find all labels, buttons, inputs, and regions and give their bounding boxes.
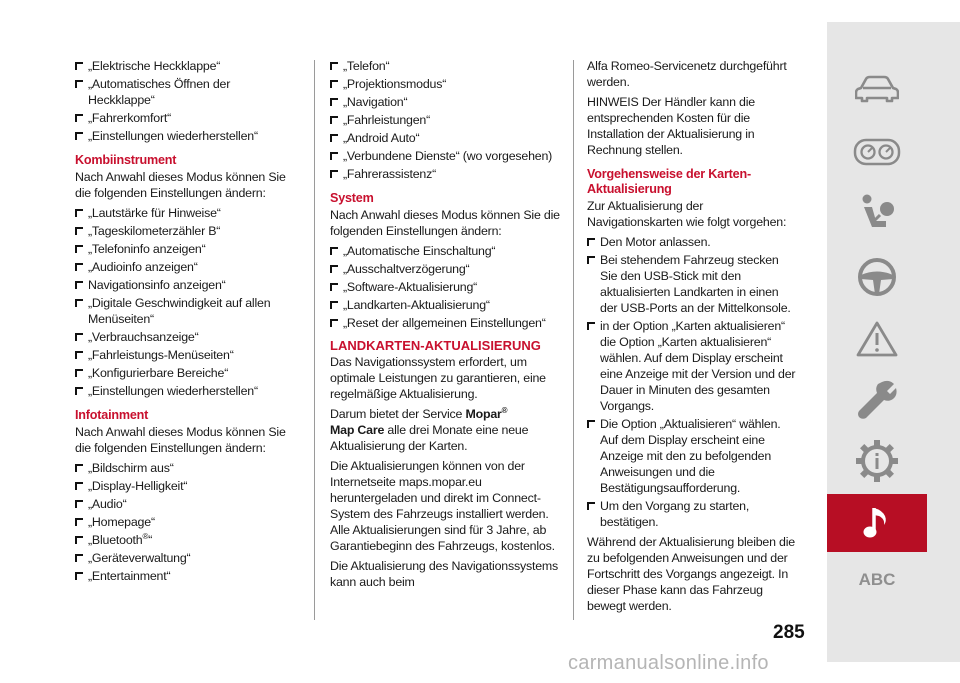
list-item-text: „Reset der allgemeinen Einstellungen“ <box>343 316 546 330</box>
heading-kombiinstrument: Kombiinstrument <box>75 153 177 167</box>
info-description: Nach Anwahl dieses Modus können Sie die folgenden Einstellungen ändern: <box>75 425 286 455</box>
warning-triangle-icon[interactable] <box>827 312 927 366</box>
page-number: 285 <box>773 622 805 643</box>
list-item-text: „Ausschaltverzögerung“ <box>343 262 470 276</box>
hinweis-text: HINWEIS Der Händler kann die entsprechenden Kosten für die Installation der Aktualisierung in Rechnung stellen. <box>587 95 755 157</box>
abc-index-label[interactable]: ABC <box>858 570 896 589</box>
list-item <box>75 568 297 584</box>
list-group-info-more <box>330 58 562 182</box>
heading-map-update: LANDKARTEN-AKTUALISIERUNG <box>330 338 541 353</box>
column-divider <box>314 60 315 620</box>
settings-gear-icon[interactable] <box>827 434 927 488</box>
checkbox-bullet-icon <box>330 134 338 142</box>
checkbox-bullet-icon <box>75 263 83 271</box>
list-item-text: „Automatische Einschaltung“ <box>343 244 496 258</box>
list-group-procedure <box>587 234 797 530</box>
checkbox-bullet-icon <box>75 281 83 289</box>
list-item-bluetooth <box>75 532 297 548</box>
checkbox-bullet-icon <box>75 245 83 253</box>
list-item-text: „Verbrauchsanzeige“ <box>88 330 199 344</box>
list-item <box>75 223 297 239</box>
bluetooth-pre: „Bluetooth <box>88 533 143 547</box>
list-item <box>330 261 562 277</box>
list-item <box>75 460 297 476</box>
list-item-text: „Fahrerassistenz“ <box>343 167 436 181</box>
checkbox-bullet-icon <box>75 299 83 307</box>
checkbox-bullet-icon <box>75 482 83 490</box>
heading-infotainment: Infotainment <box>75 408 149 422</box>
checkbox-bullet-icon <box>75 114 83 122</box>
procedure-intro: Zur Aktualisierung der Navigationskarten wie folgt vorgehen: <box>587 199 787 229</box>
checkbox-bullet-icon <box>587 256 595 264</box>
mopar-brand: Mopar <box>465 407 502 421</box>
list-item-text: „Display-Helligkeit“ <box>88 479 188 493</box>
list-item-text: „Tageskilometerzähler B“ <box>88 224 221 238</box>
procedure-outro: Während der Aktualisierung bleiben die zu befolgenden Anweisungen und der Fortschritt des Vorgangs angezeigt. In dieser Phase kann das Fahrzeug bewegt werden. <box>587 535 795 613</box>
list-item <box>75 110 297 126</box>
checkbox-bullet-icon <box>587 420 595 428</box>
checkbox-bullet-icon <box>75 132 83 140</box>
checkbox-bullet-icon <box>75 536 83 544</box>
list-item-text: „Fahrleistungen“ <box>343 113 431 127</box>
list-item <box>330 166 562 182</box>
list-item <box>75 128 297 144</box>
checkbox-bullet-icon <box>75 333 83 341</box>
car-icon[interactable] <box>827 62 927 116</box>
list-item-text: „Software-Aktualisierung“ <box>343 280 478 294</box>
registered-mark: ® <box>142 531 149 541</box>
list-item-text: „Entertainment“ <box>88 569 171 583</box>
checkbox-bullet-icon <box>75 500 83 508</box>
list-item <box>330 279 562 295</box>
list-item <box>330 58 562 74</box>
list-item-text: „Projektionsmodus“ <box>343 77 447 91</box>
list-item-text: „Bildschirm aus“ <box>88 461 174 475</box>
checkbox-bullet-icon <box>330 301 338 309</box>
map-care-brand: Map Care <box>330 423 385 437</box>
checkbox-bullet-icon <box>75 227 83 235</box>
map-update-text-4: Die Aktualisierung des Navigationssystems kann auch beim <box>330 559 559 589</box>
service-text: Alfa Romeo-Servicenetz durchgeführt werden. <box>587 59 787 89</box>
checkbox-bullet-icon <box>330 247 338 255</box>
heading-system: System <box>330 191 374 205</box>
dashboard-gauges-icon[interactable] <box>827 125 927 179</box>
list-item <box>330 130 562 146</box>
list-item <box>75 496 297 512</box>
list-item-text: Um den Vorgang zu starten, bestätigen. <box>600 499 750 529</box>
checkbox-bullet-icon <box>75 387 83 395</box>
list-item-text: Die Option „Aktualisieren“ wählen. Auf dem Display erscheint eine Anzeige mit den zu befolgenden Anweisungen und die Bestätigungsaufforderung. <box>600 417 781 495</box>
list-item <box>75 259 297 275</box>
list-item <box>75 383 297 399</box>
list-group-kombi <box>75 205 297 399</box>
checkbox-bullet-icon <box>330 170 338 178</box>
list-item-text: „Elektrische Heckklappe“ <box>88 59 221 73</box>
wrench-icon[interactable] <box>827 372 927 426</box>
list-item-text: „Einstellungen wiederherstellen“ <box>88 384 258 398</box>
list-item <box>587 318 797 414</box>
checkbox-bullet-icon <box>75 351 83 359</box>
list-item-text: in der Option „Karten aktualisieren“ die Option „Karten aktualisieren“ wählen. Auf dem Display erscheint eine Anzeige mit der Version und der Dauer in Minuten des gesamten Vorgangs. <box>600 319 796 413</box>
checkbox-bullet-icon <box>330 80 338 88</box>
heading-procedure: Vorgehensweise der Karten-Aktualisierung <box>587 167 751 196</box>
list-item-text: „Telefon“ <box>343 59 390 73</box>
checkbox-bullet-icon <box>75 209 83 217</box>
watermark: carmanualsonline.info <box>568 652 769 674</box>
checkbox-bullet-icon <box>75 464 83 472</box>
steering-wheel-icon[interactable] <box>827 250 927 304</box>
list-item-text: Navigationsinfo anzeigen“ <box>88 278 226 292</box>
airbag-seat-icon[interactable] <box>827 187 927 241</box>
system-description: Nach Anwahl dieses Modus können Sie die folgenden Einstellungen ändern: <box>330 208 560 238</box>
list-item <box>330 243 562 259</box>
checkbox-bullet-icon <box>75 369 83 377</box>
list-item <box>75 277 297 293</box>
checkbox-bullet-icon <box>330 319 338 327</box>
map-care-pre: Darum bietet der Service <box>330 407 466 421</box>
map-update-text-2 <box>330 406 562 454</box>
list-item-text: „Verbundene Dienste“ (wo vorgesehen) <box>343 149 553 163</box>
list-item-text: „Navigation“ <box>343 95 408 109</box>
list-item-text: „Landkarten-Aktualisierung“ <box>343 298 490 312</box>
list-item <box>75 241 297 257</box>
list-item-text: „Fahrleistungs-Menüseiten“ <box>88 348 234 362</box>
list-group-info-end <box>75 550 297 584</box>
column-2 <box>330 58 562 594</box>
checkbox-bullet-icon <box>330 265 338 273</box>
registered-mark: ® <box>501 405 508 415</box>
list-item <box>587 416 797 496</box>
list-item-text: Den Motor anlassen. <box>600 235 711 249</box>
list-group-info-start <box>75 460 297 530</box>
list-item-text: „Audio“ <box>88 497 127 511</box>
list-item-text: „Geräteverwaltung“ <box>88 551 191 565</box>
list-item <box>75 329 297 345</box>
checkbox-bullet-icon <box>330 152 338 160</box>
checkbox-bullet-icon <box>587 502 595 510</box>
list-item <box>75 58 297 74</box>
checkbox-bullet-icon <box>75 80 83 88</box>
column-3 <box>587 58 797 618</box>
checkbox-bullet-icon <box>75 572 83 580</box>
column-divider <box>573 60 574 620</box>
map-update-text-1: Das Navigationssystem erfordert, um optimale Leistungen zu garantieren, eine regelmäßige Aktualisierung. <box>330 355 546 401</box>
music-note-icon[interactable] <box>827 496 927 550</box>
list-item <box>75 550 297 566</box>
list-item-text: „Telefoninfo anzeigen“ <box>88 242 206 256</box>
list-item <box>75 347 297 363</box>
list-item-text: „Einstellungen wiederherstellen“ <box>88 129 258 143</box>
list-item-text: „Android Auto“ <box>343 131 420 145</box>
list-item-text: „Homepage“ <box>88 515 155 529</box>
kombi-description: Nach Anwahl dieses Modus können Sie die folgenden Einstellungen ändern: <box>75 170 286 200</box>
list-item <box>330 94 562 110</box>
bluetooth-post: “ <box>148 533 153 547</box>
list-item-text: „Audioinfo anzeigen“ <box>88 260 198 274</box>
list-item <box>330 315 562 331</box>
list-item <box>75 365 297 381</box>
list-item <box>330 148 562 164</box>
checkbox-bullet-icon <box>75 518 83 526</box>
list-item <box>330 76 562 92</box>
list-item-text: Bei stehendem Fahrzeug stecken Sie den USB-Stick mit den aktualisierten Landkarten in einen der USB-Ports an der Mittelkonsole. <box>600 253 791 315</box>
checkbox-bullet-icon <box>587 238 595 246</box>
checkbox-bullet-icon <box>330 62 338 70</box>
list-item-text: „Digitale Geschwindigkeit auf allen Menüseiten“ <box>88 296 271 326</box>
checkbox-bullet-icon <box>330 98 338 106</box>
checkbox-bullet-icon <box>75 554 83 562</box>
map-update-text-3: Die Aktualisierungen können von der Internetseite maps.mopar.eu heruntergeladen und direkt im Connect-System des Fahrzeugs installiert werden. Alle Aktualisierungen sind für 3 Jahre, ab Garantiebeginn des Fahrzeugs, kostenlos. <box>330 459 555 553</box>
checkbox-bullet-icon <box>587 322 595 330</box>
list-item-text: „Lautstärke für Hinweise“ <box>88 206 221 220</box>
list-item-text: „Automatisches Öffnen der Heckklappe“ <box>88 77 231 107</box>
list-item <box>75 205 297 221</box>
list-item <box>587 498 797 530</box>
list-item <box>75 478 297 494</box>
column-1 <box>75 58 297 586</box>
list-item <box>587 234 797 250</box>
checkbox-bullet-icon <box>330 283 338 291</box>
list-item <box>75 76 297 108</box>
list-group-rear-hatch <box>75 58 297 144</box>
list-item-text: „Konfigurierbare Bereiche“ <box>88 366 229 380</box>
map-care-post: alle drei Monate eine neue Aktualisierung der Karten. <box>330 423 529 453</box>
list-item-text: „Fahrerkomfort“ <box>88 111 172 125</box>
list-item <box>75 295 297 327</box>
checkbox-bullet-icon <box>330 116 338 124</box>
list-item <box>330 112 562 128</box>
list-item <box>75 514 297 530</box>
list-item <box>330 297 562 313</box>
chapter-sidebar <box>827 22 960 662</box>
checkbox-bullet-icon <box>75 62 83 70</box>
list-group-system <box>330 243 562 331</box>
list-item <box>587 252 797 316</box>
